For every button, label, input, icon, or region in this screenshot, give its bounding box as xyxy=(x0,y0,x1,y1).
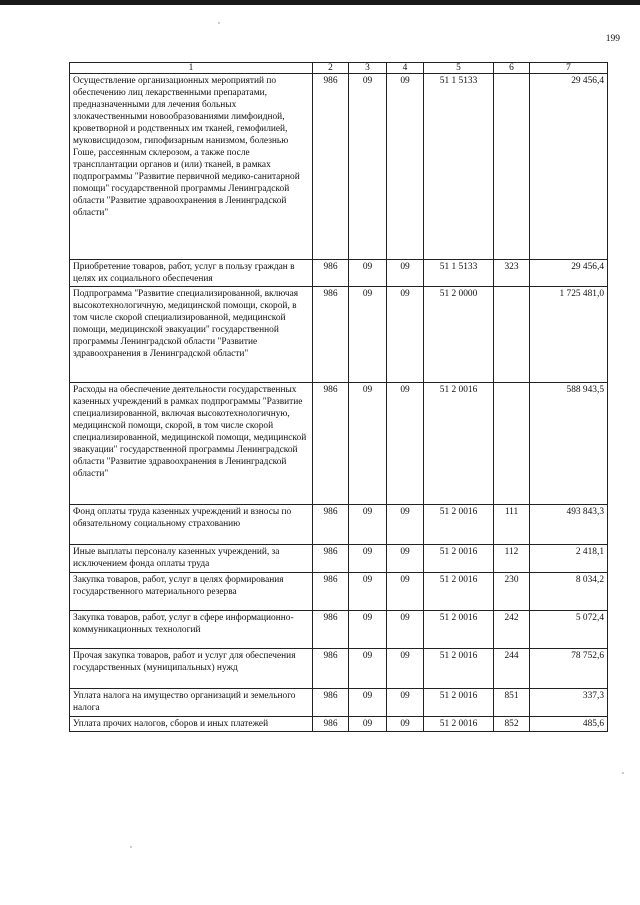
cell-expense-type: 112 xyxy=(494,545,530,573)
cell-admin-code: 986 xyxy=(313,573,349,611)
table-row xyxy=(70,260,608,287)
cell-expense-type: 323 xyxy=(494,260,530,287)
cell-admin-code: 986 xyxy=(313,287,349,383)
table-row xyxy=(70,287,608,383)
cell-section: 09 xyxy=(349,573,387,611)
cell-admin-code: 986 xyxy=(313,689,349,717)
cell-section: 09 xyxy=(349,505,387,545)
cell-admin-code: 986 xyxy=(313,649,349,689)
col-header: 7 xyxy=(530,63,608,74)
header-row xyxy=(70,63,608,74)
cell-amount: 485,6 xyxy=(530,717,608,732)
row-name: Уплата налога на имущество организаций и земельного налога xyxy=(70,689,313,717)
top-border-rule xyxy=(0,0,640,5)
cell-subsection: 09 xyxy=(387,689,424,717)
cell-subsection: 09 xyxy=(387,573,424,611)
cell-admin-code: 986 xyxy=(313,545,349,573)
row-name: Приобретение товаров, работ, услуг в пользу граждан в целях их социального обеспечения xyxy=(70,260,313,287)
page-number: 199 xyxy=(605,34,620,44)
cell-amount: 2 418,1 xyxy=(530,545,608,573)
budget-table xyxy=(69,62,608,732)
cell-section: 09 xyxy=(349,383,387,505)
cell-target-article: 51 2 0016 xyxy=(424,545,494,573)
cell-amount: 1 725 481,0 xyxy=(530,287,608,383)
cell-amount: 337,3 xyxy=(530,689,608,717)
table-row xyxy=(70,689,608,717)
cell-target-article: 51 2 0016 xyxy=(424,383,494,505)
table-body xyxy=(70,74,608,732)
table-row xyxy=(70,74,608,260)
cell-target-article: 51 1 5133 xyxy=(424,260,494,287)
cell-subsection: 09 xyxy=(387,611,424,649)
cell-target-article: 51 2 0016 xyxy=(424,573,494,611)
cell-admin-code: 986 xyxy=(313,505,349,545)
col-header: 4 xyxy=(387,63,424,74)
cell-section: 09 xyxy=(349,689,387,717)
scan-speck xyxy=(218,22,220,24)
cell-subsection: 09 xyxy=(387,717,424,732)
row-name: Закупка товаров, работ, услуг в целях формирования государственного материального резерва xyxy=(70,573,313,611)
cell-target-article: 51 2 0016 xyxy=(424,717,494,732)
cell-subsection: 09 xyxy=(387,545,424,573)
cell-expense-type xyxy=(494,287,530,383)
cell-expense-type: 851 xyxy=(494,689,530,717)
cell-admin-code: 986 xyxy=(313,383,349,505)
cell-amount: 78 752,6 xyxy=(530,649,608,689)
cell-amount: 588 943,5 xyxy=(530,383,608,505)
cell-expense-type: 242 xyxy=(494,611,530,649)
cell-subsection: 09 xyxy=(387,260,424,287)
cell-amount: 493 843,3 xyxy=(530,505,608,545)
cell-subsection: 09 xyxy=(387,287,424,383)
cell-section: 09 xyxy=(349,649,387,689)
cell-expense-type: 230 xyxy=(494,573,530,611)
cell-section: 09 xyxy=(349,287,387,383)
cell-amount: 29 456,4 xyxy=(530,260,608,287)
col-header: 3 xyxy=(349,63,387,74)
cell-admin-code: 986 xyxy=(313,74,349,260)
cell-target-article: 51 1 5133 xyxy=(424,74,494,260)
table-row xyxy=(70,505,608,545)
cell-amount: 29 456,4 xyxy=(530,74,608,260)
row-name: Уплата прочих налогов, сборов и иных платежей xyxy=(70,717,313,732)
cell-admin-code: 986 xyxy=(313,611,349,649)
cell-section: 09 xyxy=(349,545,387,573)
cell-amount: 5 072,4 xyxy=(530,611,608,649)
cell-target-article: 51 2 0016 xyxy=(424,649,494,689)
col-header: 1 xyxy=(70,63,313,74)
cell-subsection: 09 xyxy=(387,505,424,545)
row-name: Подпрограмма "Развитие специализированной, включая высокотехнологичную, медицинской помощи, скорой, в том числе скорой специализированной, медицинской помощи, медицинской эвакуации" государственной программы Ленинградской области "Развитие здравоохранения в Ленинградской области" xyxy=(70,287,313,383)
table-row xyxy=(70,383,608,505)
cell-section: 09 xyxy=(349,611,387,649)
table-row xyxy=(70,717,608,732)
cell-expense-type xyxy=(494,383,530,505)
table-row xyxy=(70,649,608,689)
col-header: 6 xyxy=(494,63,530,74)
cell-section: 09 xyxy=(349,260,387,287)
cell-amount: 8 034,2 xyxy=(530,573,608,611)
cell-target-article: 51 2 0016 xyxy=(424,505,494,545)
col-header: 2 xyxy=(313,63,349,74)
row-name: Осуществление организационных мероприятий по обеспечению лиц лекарственными препаратами, предназначенными для лечения больных злокачественными новообразованиями лимфоидной, кроветворной и родственных им тканей, гемофилией, муковисцидозом, гипофизарным нанизмом, болезнью Гоше, рассеянным склерозом, а также после трансплантации органов и (или) тканей, в рамках подпрограммы "Развитие первичной медико-санитарной помощи" государственной программы Ленинградской области "Развитие здравоохранения в Ленинградской области" xyxy=(70,74,313,260)
row-name: Расходы на обеспечение деятельности государственных казенных учреждений в рамках подпрограммы "Развитие специализированной, включая высокотехнологичную, медицинской помощи, скорой, в том числе скорой специализированной, медицинской помощи, медицинской эвакуации" государственной программы Ленинградской области "Развитие здравоохранения в Ленинградской области" xyxy=(70,383,313,505)
col-header: 5 xyxy=(424,63,494,74)
cell-expense-type: 852 xyxy=(494,717,530,732)
row-name: Фонд оплаты труда казенных учреждений и взносы по обязательному социальному страхованию xyxy=(70,505,313,545)
cell-subsection: 09 xyxy=(387,74,424,260)
cell-admin-code: 986 xyxy=(313,260,349,287)
cell-target-article: 51 2 0016 xyxy=(424,689,494,717)
cell-subsection: 09 xyxy=(387,383,424,505)
row-name: Закупка товаров, работ, услуг в сфере информационно-коммуникационных технологий xyxy=(70,611,313,649)
cell-target-article: 51 2 0016 xyxy=(424,611,494,649)
cell-target-article: 51 2 0000 xyxy=(424,287,494,383)
cell-expense-type: 111 xyxy=(494,505,530,545)
cell-expense-type: 244 xyxy=(494,649,530,689)
scan-speck xyxy=(622,772,624,774)
cell-admin-code: 986 xyxy=(313,717,349,732)
table-row xyxy=(70,573,608,611)
table-header xyxy=(70,63,608,74)
table-row xyxy=(70,545,608,573)
cell-expense-type xyxy=(494,74,530,260)
cell-section: 09 xyxy=(349,74,387,260)
cell-section: 09 xyxy=(349,717,387,732)
table-row xyxy=(70,611,608,649)
row-name: Иные выплаты персоналу казенных учреждений, за исключением фонда оплаты труда xyxy=(70,545,313,573)
cell-subsection: 09 xyxy=(387,649,424,689)
row-name: Прочая закупка товаров, работ и услуг для обеспечения государственных (муниципальных) нужд xyxy=(70,649,313,689)
scan-speck xyxy=(130,846,132,848)
